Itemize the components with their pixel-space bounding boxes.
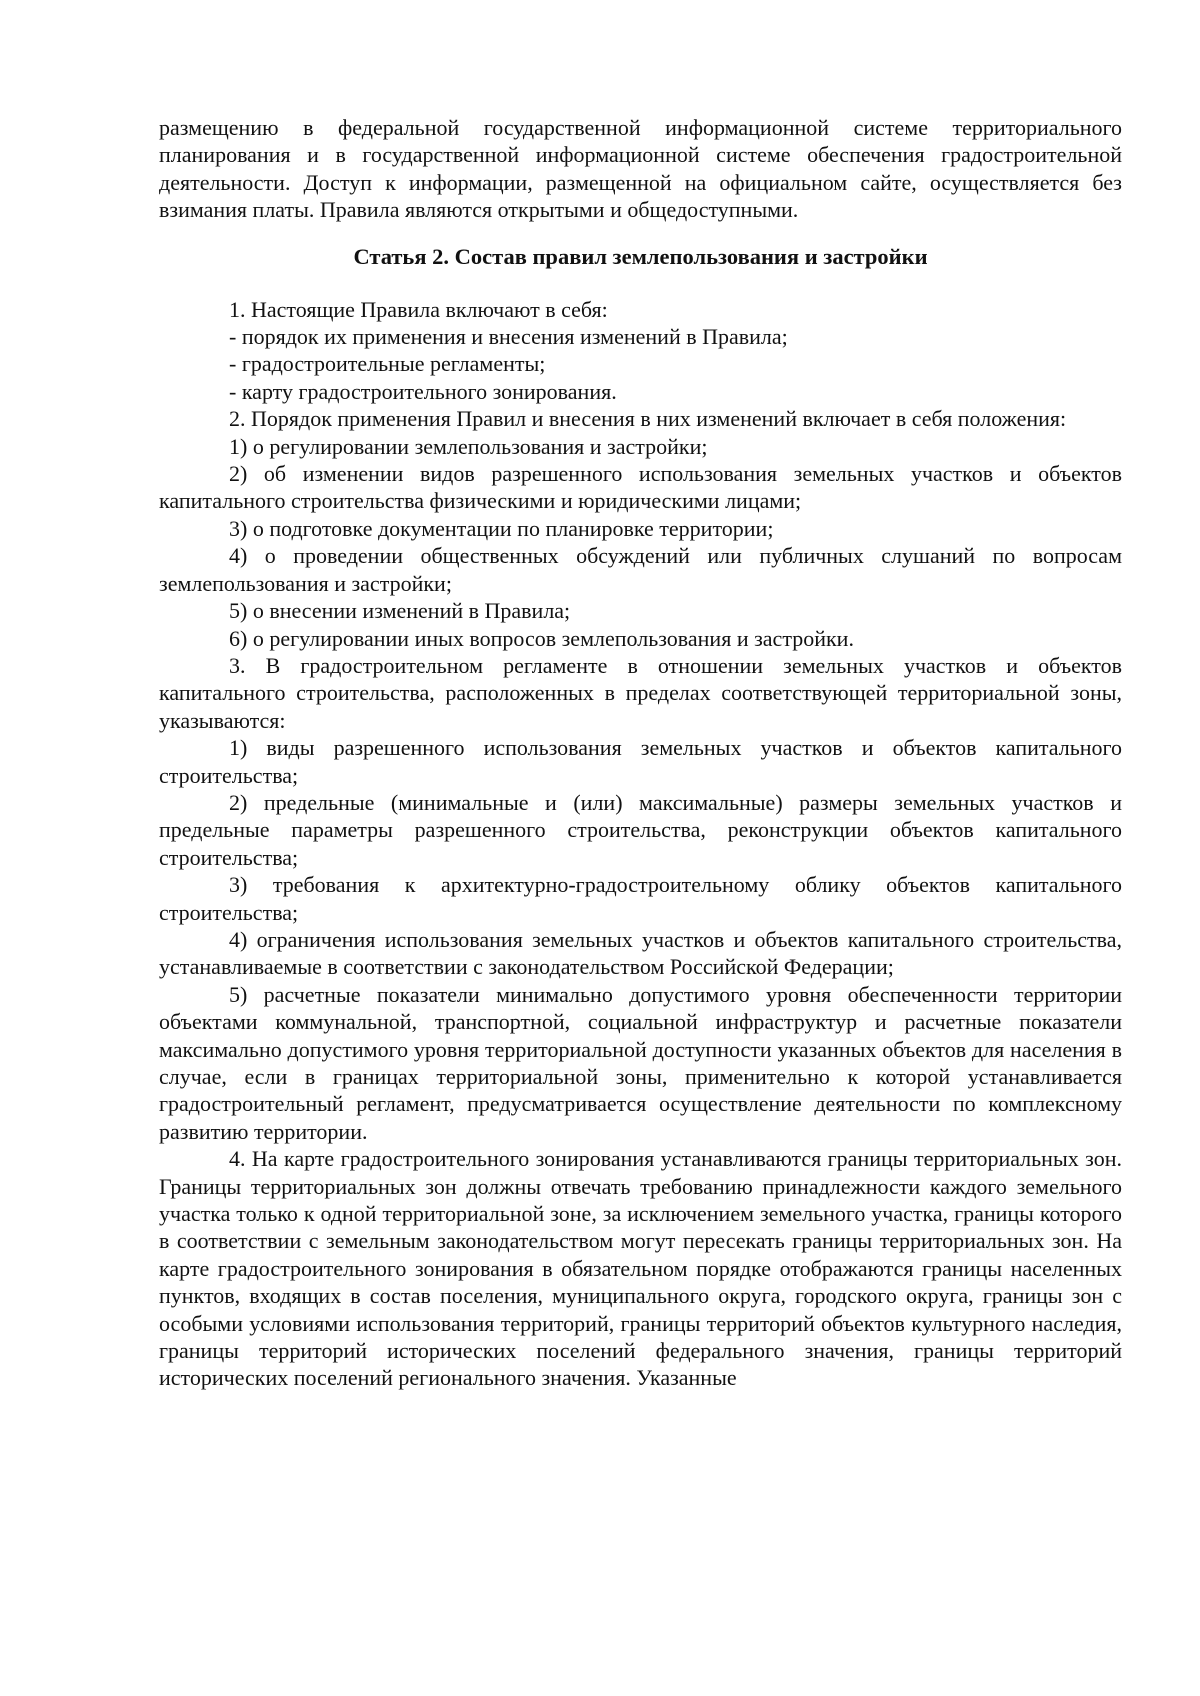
- paragraph-1: 1. Настоящие Правила включают в себя:: [229, 296, 608, 322]
- list-item-2-5: 5) о внесении изменений в Правила;: [229, 598, 571, 624]
- paragraph-4: 4. На карте градостроительного зонирования устанавливаются границы территориальных зон. Границы территориальных зон должны отвечать требованию принадлежности каждого земельного участка только к одной территориальной зоне, за исключением земельного участка, границы которого в соответствии с земельным законодательством могут пересекать границы территориальных зон. На карте градостроительного зонирования в обязательном порядке отображаются границы населенных пунктов, входящих в состав поселения, муниципального округа, городского округа, границы зон с особыми условиями использования территорий, границы территорий объектов культурного наследия, границы территорий исторических поселений федерального значения, границы территорий исторических поселений регионального значения. Указанные: [159, 1146, 1122, 1391]
- list-item-3-3: 3) требования к архитектурно-градостроительному облику объектов капитального строительства;: [159, 872, 1122, 925]
- article-heading: Статья 2. Состав правил землепользования и застройки: [353, 243, 928, 269]
- list-item-dash-1: - порядок их применения и внесения изменений в Правила;: [229, 324, 788, 350]
- list-item-3-4: 4) ограничения использования земельных участков и объектов капитального строительства, устанавливаемые в соответствии с законодательством Российской Федерации;: [159, 926, 1122, 980]
- paragraph-3: 3. В градостроительном регламенте в отношении земельных участков и объектов капитального строительства, расположенных в пределах соответствующей территориальной зоны, указываются:: [159, 652, 1122, 733]
- list-item-2-1: 1) о регулировании землепользования и застройки;: [229, 433, 708, 459]
- paragraph-2: 2. Порядок применения Правил и внесения в них изменений включает в себя положения:: [229, 406, 1067, 432]
- list-item-2-2: 2) об изменении видов разрешенного использования земельных участков и объектов капитального строительства физическими и юридическими лицами;: [159, 461, 1122, 514]
- intro-paragraph: размещению в федеральной государственной информационной системе территориального планирования и в государственной информационной системе обеспечения градостроительной деятельности. Доступ к информации, размещенной на официальном сайте, осуществляется без взимания платы. Правила являются открытыми и общедоступными.: [159, 115, 1122, 223]
- list-item-dash-3: - карту градостроительного зонирования.: [229, 378, 617, 404]
- list-item-2-3: 3) о подготовке документации по планировке территории;: [229, 515, 774, 541]
- list-item-2-6: 6) о регулировании иных вопросов землепользования и застройки.: [229, 625, 854, 651]
- list-item-3-2: 2) предельные (минимальные и (или) максимальные) размеры земельных участков и предельные параметры разрешенного строительства, реконструкции объектов капитального строительства;: [159, 789, 1122, 870]
- document-body: [159, 114, 1122, 1392]
- list-item-3-1: 1) виды разрешенного использования земельных участков и объектов капитального строительства;: [159, 735, 1122, 788]
- list-item-3-5: 5) расчетные показатели минимально допустимого уровня обеспеченности территории объектами коммунальной, транспортной, социальной инфраструктур и расчетные показатели максимально допустимого уровня территориальной доступности указанных объектов для населения в случае, если в границах территориальной зоны, применительно к которой устанавливается градостроительный регламент, предусматривается осуществление деятельности по комплексному развитию территории.: [159, 981, 1122, 1144]
- list-item-2-4: 4) о проведении общественных обсуждений или публичных слушаний по вопросам землепользования и застройки;: [159, 543, 1122, 596]
- list-item-dash-2: - градостроительные регламенты;: [229, 351, 546, 377]
